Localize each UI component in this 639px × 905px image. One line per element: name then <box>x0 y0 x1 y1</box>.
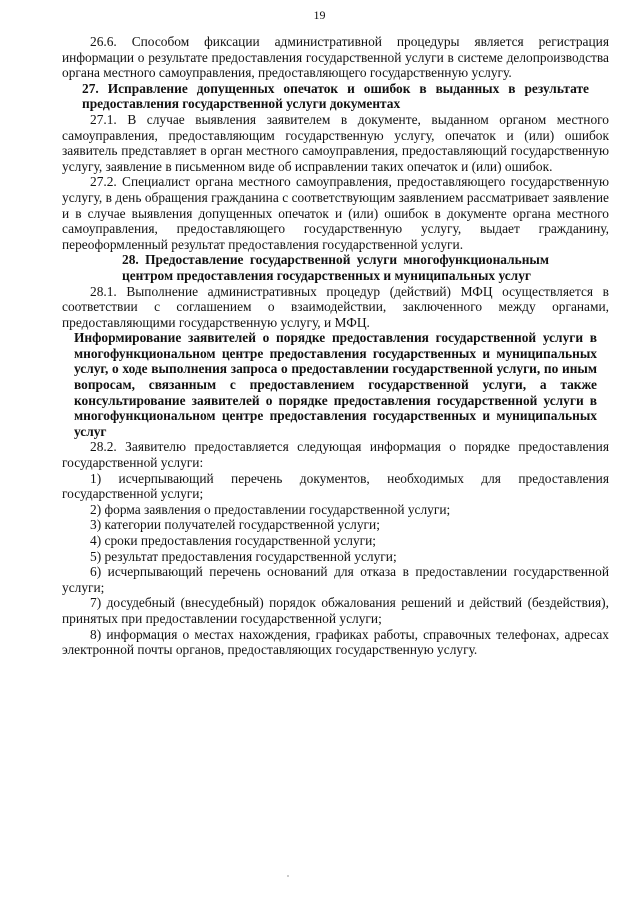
heading-informing: Информирование заявителей о порядке предоставления государственной услуги в многофункциональном центре предоставления государственных и муниципальных услуг, о ходе выполнения запроса о предоставлении государственной услуги, по иным вопросам, связанным с предоставлением государственной услуги, а также консультирование заявителей о порядке предоставления государственной услуги в многофункциональном центре предоставления государственных и муниципальных услуг <box>74 330 597 439</box>
paragraph-28-1: 28.1. Выполнение административных процедур (действий) МФЦ осуществляется в соответствии с соглашением о взаимодействии, заключенного между органами, предоставляющими государственную услугу, и МФЦ. <box>62 283 609 330</box>
list-item: 7) досудебный (внесудебный) порядок обжалования решений и действий (бездействия), принятых при предоставлении государственной услуги; <box>62 595 609 626</box>
document-body <box>62 34 609 658</box>
scan-speck <box>287 875 289 877</box>
paragraph-27-2: 27.2. Специалист органа местного самоуправления, предоставляющего государственную услугу, в день обращения гражданина с соответствующим заявлением рассматривает заявление и в случае выявления допущенных опечаток и (или) ошибок в документе органа местного самоуправления, предоставляющего государственную услугу, выдает гражданину, переоформленный результат предоставления государственной услуги. <box>62 174 609 252</box>
list-item: 2) форма заявления о предоставлении государственной услуги; <box>90 501 451 517</box>
list-item: 8) информация о местах нахождения, графиках работы, справочных телефонах, адресах электронной почты органов, предоставляющих государственную услугу. <box>62 626 609 658</box>
paragraph-26-6: 26.6. Способом фиксации административной процедуры является регистрация информации о результате предоставления государственной услуги в системе делопроизводства органа местного самоуправления, предоставляющего государственную услугу. <box>62 34 609 81</box>
list-item: 6) исчерпывающий перечень оснований для отказа в предоставлении государственной услуги; <box>62 564 609 595</box>
page-number: 19 <box>313 8 326 22</box>
heading-section-28: 28. Предоставление государственной услуги многофункциональным центром предоставления государственных и муниципальных услуг <box>122 252 549 283</box>
list-item: 5) результат предоставления государственной услуги; <box>90 548 397 564</box>
list-item: 1) исчерпывающий перечень документов, необходимых для предоставления государственной услуги; <box>62 470 609 502</box>
paragraph-27-1: 27.1. В случае выявления заявителем в документе, выданном органом местного самоуправления, предоставляющим государственную услугу, опечаток и (или) ошибок заявитель представляет в орган местного самоуправления, предоставляющий государственную услугу, заявление в письменном виде об исправлении таких опечаток и (или) ошибок. <box>62 111 609 174</box>
list-item: 4) сроки предоставления государственной услуги; <box>90 533 377 548</box>
paragraph-28-2: 28.2. Заявителю предоставляется следующая информация о порядке предоставления государственной услуги: <box>62 439 609 471</box>
list-item: 3) категории получателей государственной услуги; <box>90 517 380 533</box>
heading-section-27: 27. Исправление допущенных опечаток и ошибок в выданных в результате предоставления государственной услуги документах <box>82 80 589 112</box>
